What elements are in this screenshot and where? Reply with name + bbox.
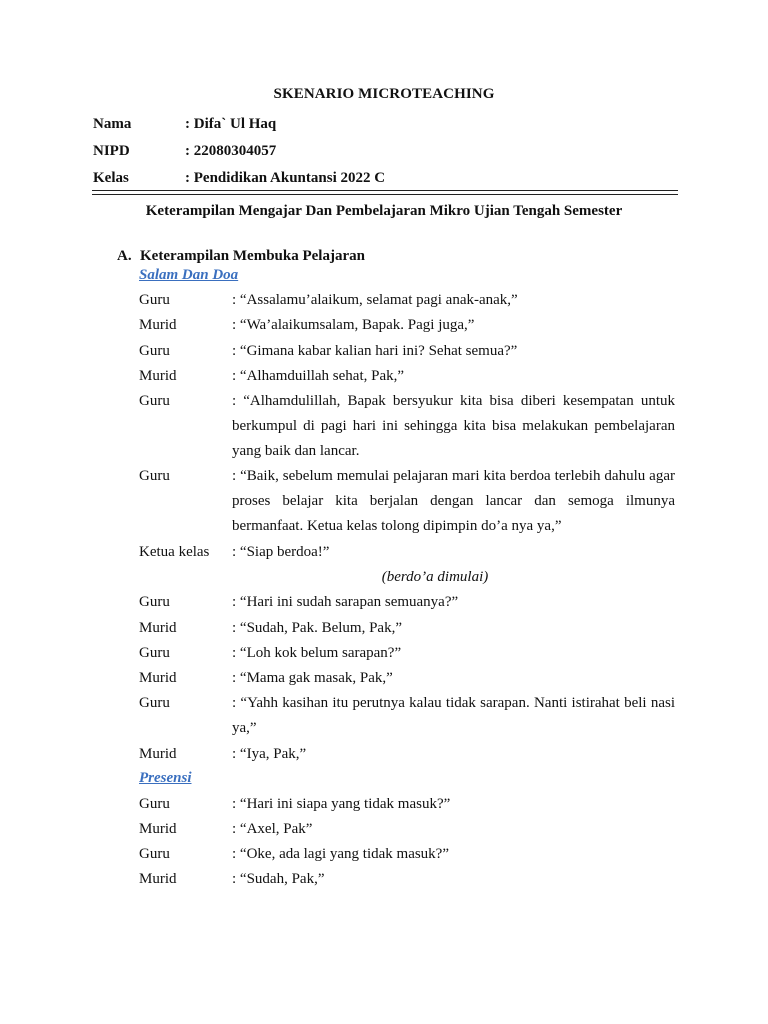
dialog-text: : “Siap berdoa!” <box>232 544 330 560</box>
dialog-text: : “Loh kok belum sarapan?” <box>232 645 402 661</box>
subhead-presensi: Presensi <box>139 770 192 786</box>
dialog-speaker: Murid <box>139 317 177 333</box>
dialog-speaker: Guru <box>139 846 170 862</box>
dialog-text: : “Sudah, Pak,” <box>232 871 325 887</box>
dialog-text: : “Wa’alaikumsalam, Bapak. Pagi juga,” <box>232 317 475 333</box>
section-heading <box>117 248 365 265</box>
stage-direction: (berdo’a dimulai) <box>381 569 489 585</box>
dialog-text: : “Sudah, Pak. Belum, Pak,” <box>232 620 402 636</box>
nipd-label: NIPD <box>93 143 130 159</box>
dialog-speaker: Guru <box>139 645 170 661</box>
dialog-text: : “Axel, Pak” <box>232 821 313 837</box>
kelas-label: Kelas <box>93 170 129 186</box>
dialog-speaker: Guru <box>139 695 170 711</box>
section-letter: A. <box>117 248 132 264</box>
dialog-speaker: Murid <box>139 368 177 384</box>
nipd-value: : 22080304057 <box>185 143 277 159</box>
dialog-speaker: Guru <box>139 292 170 308</box>
section-title: Keterampilan Membuka Pelajaran <box>140 248 365 264</box>
nama-label: Nama <box>93 116 132 132</box>
dialog-speaker: Murid <box>139 746 177 762</box>
dialog-text: : “Iya, Pak,” <box>232 746 307 762</box>
nama-value: : Difa` Ul Haq <box>185 116 277 132</box>
document-title: SKENARIO MICROTEACHING <box>273 86 495 102</box>
dialog-speaker: Murid <box>139 821 177 837</box>
dialog-speaker: Murid <box>139 871 177 887</box>
dialog-speaker: Guru <box>139 393 170 409</box>
dialog-speaker: Guru <box>139 796 170 812</box>
dialog-speaker: Murid <box>139 620 177 636</box>
dialog-text: : “Hari ini sudah sarapan semuanya?” <box>232 594 459 610</box>
dialog-text: : “Mama gak masak, Pak,” <box>232 670 393 686</box>
header-rule-top <box>92 190 678 191</box>
header-rule-bottom <box>92 194 678 195</box>
dialog-text: : “Yahh kasihan itu perutnya kalau tidak sarapan. Nanti istirahat beli nasi ya,” <box>232 695 675 736</box>
dialog-text: : “Baik, sebelum memulai pelajaran mari kita berdoa terlebih dahulu agar proses belajar kita berjalan dengan lancar dan semoga ilmunya bermanfaat. Ketua kelas tolong dipimpin do’a nya ya,” <box>232 468 675 534</box>
subhead-salam-dan-doa: Salam Dan Doa <box>139 267 239 283</box>
kelas-value: : Pendidikan Akuntansi 2022 C <box>185 170 386 186</box>
dialog-text: : “Alhamduillah sehat, Pak,” <box>232 368 405 384</box>
dialog-text: : “Alhamdulillah, Bapak bersyukur kita bisa diberi kesempatan untuk berkumpul di pagi hari ini sehingga kita bisa melakukan pembelajaran yang baik dan lancar. <box>232 393 675 459</box>
dialog-speaker: Murid <box>139 670 177 686</box>
dialog-speaker: Ketua kelas <box>139 544 210 560</box>
dialog-speaker: Guru <box>139 468 170 484</box>
dialog-text: : “Oke, ada lagi yang tidak masuk?” <box>232 846 450 862</box>
document-subtitle: Keterampilan Mengajar Dan Pembelajaran Mikro Ujian Tengah Semester <box>145 203 623 219</box>
dialog-text: : “Gimana kabar kalian hari ini? Sehat semua?” <box>232 343 518 359</box>
dialog-speaker: Guru <box>139 594 170 610</box>
dialog-text: : “Assalamu’alaikum, selamat pagi anak-anak,” <box>232 292 518 308</box>
dialog-text: : “Hari ini siapa yang tidak masuk?” <box>232 796 451 812</box>
dialog-speaker: Guru <box>139 343 170 359</box>
